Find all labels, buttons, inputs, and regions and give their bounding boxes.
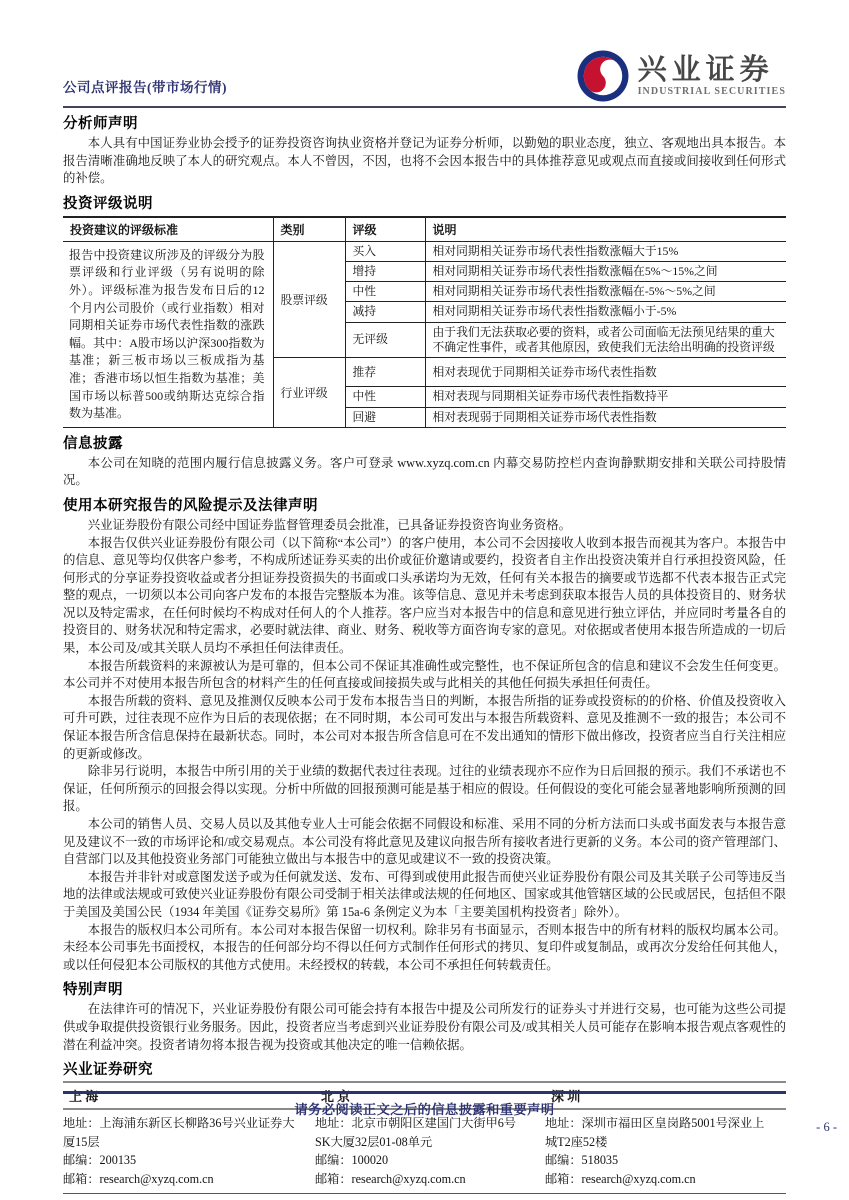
report-type-label: 公司点评报告(带市场行情) xyxy=(63,80,227,95)
office-email: 邮箱：research@xyzq.com.cn xyxy=(545,1171,696,1186)
rating-criteria-cell: 报告中投资建议所涉及的评级分为股票评级和行业评级（另有说明的除外）。评级标准为报告发布日后的12个月内公司股价（或行业指数）相对同期相关证券市场代表性指数的涨跌幅。其中：A股市场以沪深300指数为基准；新三板市场以三板成指为基准；香港市场以恒生指数为基准；美国市场以标普500或纳斯达克综合指数为基准。 xyxy=(63,241,273,427)
office-address: 地址：上海浦东新区长柳路36号兴业证券大厦15层 xyxy=(63,1116,295,1149)
logo-wordmark xyxy=(638,55,786,96)
page-footer xyxy=(63,1091,786,1118)
legal-paragraph: 本报告仅供兴业证券股份有限公司（以下简称“本公司”）的客户使用，本公司不会因接收人收到本报告而视其为客户。本报告中的信息、意见等均仅供客户参考，不构成所述证券买卖的出价或征价邀请或要约，投资者自主作出投资决策并自行承担投资风险，任何形式的分享证券投资收益或者分担证券投资损失的书面或口头承诺均为无效，任何有关本报告的摘要或节选都不代表本报告正式完整的观点，一切须以本公司向客户发布的本报告完整版本为准。该等信息、意见并未考虑到获取本报告人员的具体投资目的、财务状况以及特定需求，在任何时候均不构成对任何人的个人推荐。客户应当对本报告中的信息和意见进行独立评估，并应同时考量各自的投资目的、财务状况和特定需求，必要时就法律、商业、财务、税收等方面咨询专家的意见。对依据或者使用本报告所造成的一切后果，本公司及/或其关联人员均不承担任何法律责任。 xyxy=(63,535,786,656)
analyst-statement-body: 本人具有中国证券业协会授予的证券投资咨询执业资格并登记为证券分析师，以勤勉的职业态度，独立、客观地出具本报告。本报告清晰准确地反映了本人的研究观点。本人不曾因，不因，也将不会因本报告中的具体推荐意见或观点而直接或间接收到任何形式的补偿。 xyxy=(63,136,786,186)
office-detail-beijing xyxy=(315,1109,545,1194)
legal-paragraph: 本报告的版权归本公司所有。本公司对本报告保留一切权利。除非另有书面显示，否则本报告中的所有材料的版权均属本公司。未经本公司事先书面授权，本报告的任何部分均不得以任何方式制作任何形式的拷贝、复印件或复制品，或再次分发给任何其他人，或以任何侵犯本公司版权的其他方式使用。未经授权的转载，本公司不承担任何转载责任。 xyxy=(63,922,786,972)
legal-section-title: 使用本研究报告的风险提示及法律声明 xyxy=(63,497,318,514)
office-email: 邮箱：research@xyzq.com.cn xyxy=(63,1171,214,1186)
rating-cell: 减持 xyxy=(345,302,425,322)
rating-cell: 中性 xyxy=(345,387,425,407)
office-address: 地址：深圳市福田区皇岗路5001号深业上城T2座52楼 xyxy=(545,1116,765,1149)
rating-section-title: 投资评级说明 xyxy=(63,195,153,212)
office-detail-shenzhen xyxy=(545,1109,786,1194)
desc-cell: 由于我们无法获取必要的资料，或者公司面临无法预见结果的重大不确定性事件，或者其他原因，致使我们无法给出明确的投资评级 xyxy=(425,322,786,357)
rating-table xyxy=(63,216,786,428)
rating-cell: 回避 xyxy=(345,407,425,427)
office-city-beijing: 北 京 xyxy=(315,1082,545,1109)
page-header xyxy=(63,0,786,108)
category-cell-stock: 股票评级 xyxy=(273,241,345,357)
legal-paragraph: 本报告并非针对或意图发送予或为任何就发送、发布、可得到或使用此报告而使兴业证券股份有限公司及其关联子公司等违反当地的法律或法规或可致使兴业证券股份有限公司受制于相关法律或法规的任何地区、国家或其他管辖区域的公民或居民，包括但不限于美国及美国公民（1934 年美国《证券交易所》第 15a-6 条例定义为本「主要美国机构投资者」除外）。 xyxy=(63,869,786,919)
category-cell-industry: 行业评级 xyxy=(273,358,345,428)
company-logo xyxy=(577,50,786,102)
table-row xyxy=(63,241,786,261)
office-city-shanghai: 上 海 xyxy=(63,1082,315,1109)
office-city-shenzhen: 深 圳 xyxy=(545,1082,786,1109)
page-content xyxy=(63,0,786,1194)
rating-cell: 增持 xyxy=(345,261,425,281)
rating-cell: 买入 xyxy=(345,241,425,261)
offices-detail-row xyxy=(63,1109,786,1194)
analyst-statement-title: 分析师声明 xyxy=(63,116,138,132)
logo-name-en: INDUSTRIAL SECURITIES xyxy=(637,85,786,97)
legal-paragraph: 本报告所载的资料、意见及推测仅反映本公司于发布本报告当日的判断，本报告所指的证券或投资标的的价格、价值及投资收入可升可跌，过往表现不应作为日后的表现依据；在不同时期，本公司可发出与本报告所载资料、意见及推测不一致的报告；本公司不保证本报告所含信息保持在最新状态。同时，本公司对本报告所含信息可在不发出通知的情形下做出修改，投资者应当自行关注相应的更新或修改。 xyxy=(63,693,786,761)
col-header-description: 说明 xyxy=(425,217,786,242)
col-header-rating: 评级 xyxy=(345,217,425,242)
office-postcode: 邮编：100020 xyxy=(315,1153,389,1168)
col-header-criteria: 投资建议的评级标准 xyxy=(63,217,273,242)
footer-notice: 请务必阅读正文之后的信息披露和重要声明 xyxy=(294,1102,555,1117)
disclosure-body: 本公司在知晓的范围内履行信息披露义务。客户可登录 www.xyzq.com.cn 内幕交易防控栏内查询静默期安排和关联公司持股情况。 xyxy=(63,455,786,488)
office-postcode: 邮编：518035 xyxy=(545,1153,619,1168)
desc-cell: 相对同期相关证券市场代表性指数涨幅在-5%～5%之间 xyxy=(425,282,786,302)
legal-paragraph: 本公司的销售人员、交易人员以及其他专业人士可能会依据不同假设和标准、采用不同的分析方法而口头或书面发表与本报告意见及建议不一致的市场评论和/或交易观点。本公司没有将此意见及建议向报告所有接收者进行更新的义务。本公司的资产管理部门、自营部门以及其他投资业务部门可能独立做出与本报告中的意见或建议不一致的投资决策。 xyxy=(63,817,786,867)
disclosure-title: 信息披露 xyxy=(63,435,123,452)
footer-divider xyxy=(63,1091,786,1094)
rating-cell: 无评级 xyxy=(345,322,425,357)
desc-cell: 相对同期相关证券市场代表性指数涨幅大于15% xyxy=(425,241,786,261)
page-number: - 6 - xyxy=(816,1120,837,1134)
desc-cell: 相对同期相关证券市场代表性指数涨幅小于-5% xyxy=(425,302,786,322)
desc-cell: 相对表现与同期相关证券市场代表性指数持平 xyxy=(425,387,786,407)
rating-cell: 中性 xyxy=(345,282,425,302)
desc-cell: 相对同期相关证券市场代表性指数涨幅在5%～15%之间 xyxy=(425,261,786,281)
special-statement-body: 在法律许可的情况下，兴业证券股份有限公司可能会持有本报告中提及公司所发行的证券头寸并进行交易，也可能为这些公司提供或争取提供投资银行业务服务。因此，投资者应当考虑到兴业证券股份有限公司及/或其相关人员可能存在影响本报告观点客观性的潜在利益冲突。投资者请勿将本报告视为投资或其他决定的唯一信赖依据。 xyxy=(63,1002,786,1052)
logo-name-cn: 兴业证券 xyxy=(637,54,774,87)
legal-paragraph: 本报告所载资料的来源被认为是可靠的，但本公司不保证其准确性或完整性，也不保证所包含的信息和建议不会发生任何变更。本公司并不对使用本报告所包含的材料产生的任何直接或间接损失或与此相关的其他任何损失承担任何责任。 xyxy=(63,658,786,691)
office-postcode: 邮编：200135 xyxy=(63,1153,137,1168)
legal-paragraph: 除非另行说明，本报告中所引用的关于业绩的数据代表过往表现。过往的业绩表现亦不应作为日后回报的预示。我们不承诺也不保证，任何所预示的回报会得以实现。分析中所做的回报预测可能是基于相应的假设。任何假设的变化可能会显著地影响所预测的回报。 xyxy=(63,764,786,814)
office-address: 地址：北京市朝阳区建国门大街甲6号SK大厦32层01-08单元 xyxy=(315,1116,517,1149)
desc-cell: 相对表现弱于同期相关证券市场代表性指数 xyxy=(425,407,786,427)
logo-swirl-icon xyxy=(577,50,629,102)
desc-cell: 相对表现优于同期相关证券市场代表性指数 xyxy=(425,358,786,387)
col-header-category: 类别 xyxy=(273,217,345,242)
legal-paragraph: 兴业证券股份有限公司经中国证券监督管理委员会批准，已具备证券投资咨询业务资格。 xyxy=(87,517,572,532)
special-statement-title: 特别声明 xyxy=(63,982,123,999)
office-detail-shanghai xyxy=(63,1109,315,1194)
rating-table-header-row xyxy=(63,217,786,242)
rating-cell: 推荐 xyxy=(345,358,425,387)
office-email: 邮箱：research@xyzq.com.cn xyxy=(315,1171,466,1186)
research-section-title: 兴业证券研究 xyxy=(63,1062,153,1079)
